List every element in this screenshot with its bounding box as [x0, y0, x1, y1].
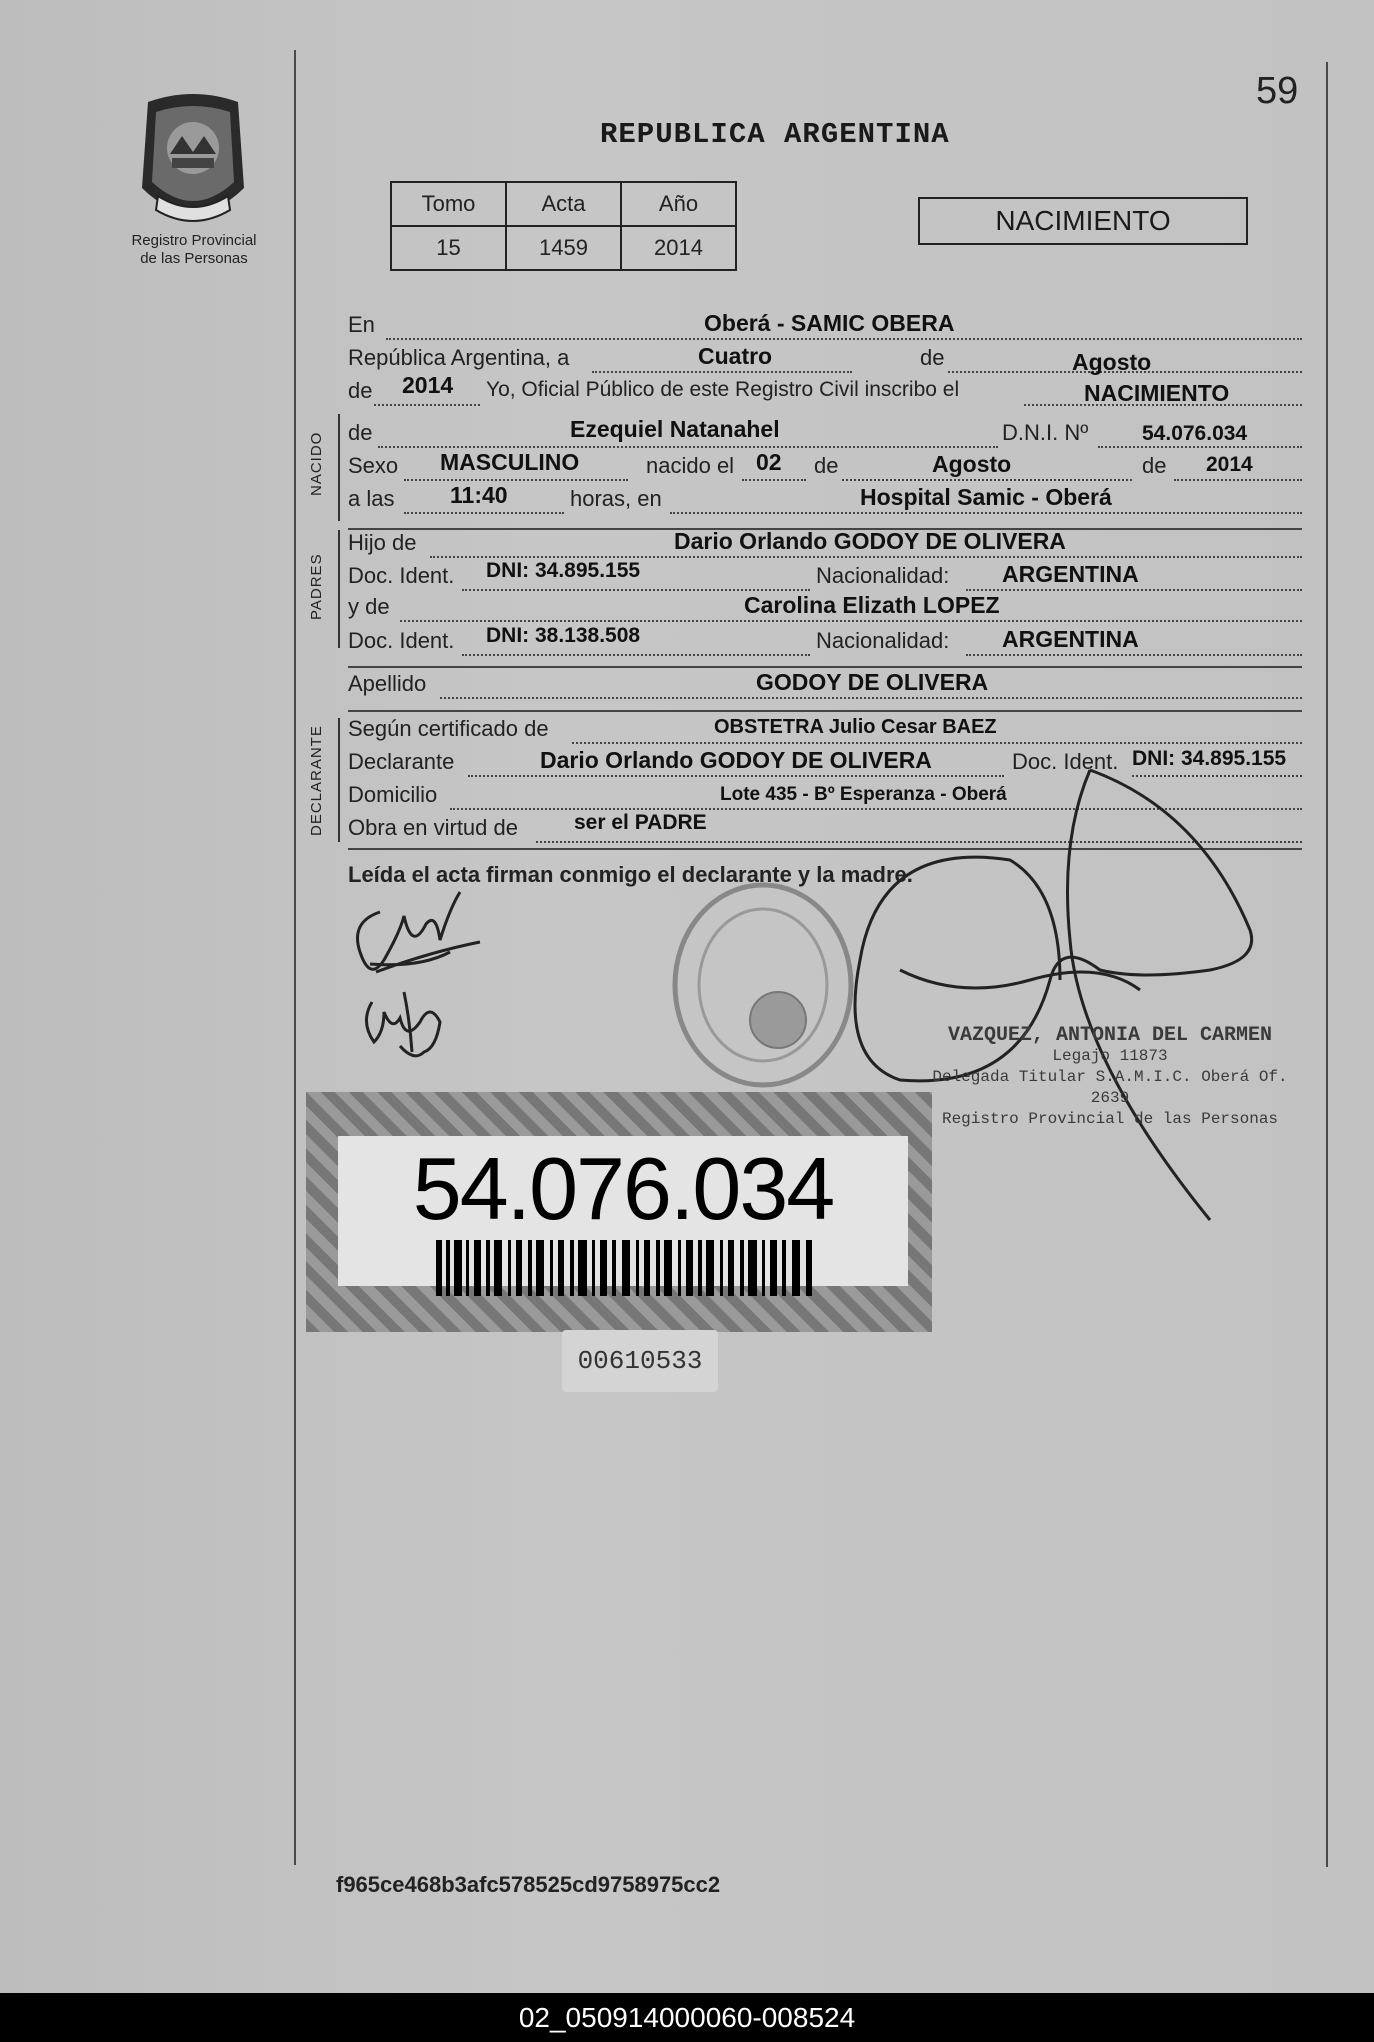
row-year: de 2014 Yo, Oficial Público de este Registro Civil inscribo el NACIMIENTO — [348, 378, 1302, 408]
certificado-value: OBSTETRA Julio Cesar BAEZ — [714, 716, 997, 738]
year-value: 2014 — [402, 372, 454, 398]
row-mother-doc: Doc. Ident. DNI: 38.138.508 Nacionalidad: ARGENTINA — [348, 628, 1302, 658]
registry-stamp — [668, 880, 858, 1090]
child-name-value: Ezequiel Natanahel — [570, 416, 780, 442]
serial-number: 00610533 — [562, 1330, 718, 1392]
row-nacido-name: de Ezequiel Natanahel D.N.I. Nº 54.076.034 — [348, 420, 1302, 450]
birth-year-value: 2014 — [1206, 453, 1253, 476]
mother-doc-value: DNI: 38.138.508 — [486, 624, 641, 647]
birth-month-value: Agosto — [932, 451, 1012, 477]
row-sexo: Sexo MASCULINO nacido el 02 de Agosto de 2014 — [348, 453, 1302, 483]
official-role: Delegada Titular S.A.M.I.C. Oberá Of. 2639 — [932, 1068, 1288, 1107]
nacido-section-label: NACIDO — [308, 431, 325, 496]
declarante-doc-value: DNI: 34.895.155 — [1132, 747, 1287, 770]
row-certificado: Según certificado de OBSTETRA Julio Cesar BAEZ — [348, 716, 1302, 746]
row-en: En Oberá - SAMIC OBERA — [348, 312, 1302, 342]
padres-section-label: PADRES — [308, 553, 325, 620]
official-name: VAZQUEZ, ANTONIA DEL CARMEN — [947, 1024, 1273, 1047]
acta-header: Acta — [506, 182, 621, 226]
anio-value: 2014 — [621, 226, 736, 270]
record-type-box: NACIMIENTO — [918, 197, 1248, 245]
barcode-bars — [436, 1240, 816, 1296]
left-margin-line — [294, 50, 296, 1865]
closing-statement: Leída el acta firman conmigo el declarante y la madre. — [348, 862, 913, 887]
father-name-value: Dario Orlando GODOY DE OLIVERA — [674, 528, 1066, 554]
mother-nationality-value: ARGENTINA — [1002, 626, 1139, 652]
place-value: Oberá - SAMIC OBERA — [704, 310, 955, 336]
acta-value: 1459 — [506, 226, 621, 270]
declarante-signature — [340, 872, 500, 1072]
footer-filename: 02_050914000060-008524 — [0, 1993, 1374, 2042]
official-seal-text — [930, 1025, 1290, 1130]
birth-place-value: Hospital Samic - Oberá — [860, 484, 1112, 510]
mother-name-value: Carolina Elizath LOPEZ — [744, 592, 1000, 618]
apellido-value: GODOY DE OLIVERA — [756, 669, 989, 695]
barcode-label — [306, 1092, 932, 1332]
declarante-section-label: DECLARANTE — [308, 725, 325, 836]
day-value: Cuatro — [698, 343, 773, 369]
misiones-coat-of-arms-logo — [132, 92, 254, 226]
inscribed-value: NACIMIENTO — [1084, 380, 1230, 406]
row-domicilio: Domicilio Lote 435 - Bº Esperanza - Oberá — [348, 782, 1302, 812]
birth-day-value: 02 — [756, 449, 782, 475]
official-office: Registro Provincial de las Personas — [941, 1110, 1279, 1128]
month-value: Agosto — [1072, 349, 1152, 375]
document-title: REPUBLICA ARGENTINA — [600, 118, 950, 151]
child-dni-value: 54.076.034 — [1142, 422, 1248, 445]
page-number: 59 — [1256, 70, 1299, 112]
row-ymadre: y de Carolina Elizath LOPEZ — [348, 594, 1302, 624]
barcode-number: 54.076.034 — [412, 1139, 834, 1238]
right-margin-line — [1326, 62, 1328, 1867]
row-obra: Obra en virtud de ser el PADRE — [348, 815, 1302, 845]
row-apellido: Apellido GODOY DE OLIVERA — [348, 671, 1302, 701]
tomo-header: Tomo — [391, 182, 506, 226]
domicilio-value: Lote 435 - Bº Esperanza - Oberá — [720, 784, 1007, 805]
father-doc-value: DNI: 34.895.155 — [486, 559, 641, 582]
anio-header: Año — [621, 182, 736, 226]
father-nationality-value: ARGENTINA — [1002, 561, 1139, 587]
birth-time-value: 11:40 — [450, 482, 508, 508]
row-hora: a las 11:40 horas, en Hospital Samic - Oberá — [348, 486, 1302, 516]
row-republica: República Argentina, a Cuatro de Agosto — [348, 345, 1302, 375]
document-hash: f965ce468b3afc578525cd9758975cc2 — [336, 1872, 721, 1897]
obra-value: ser el PADRE — [574, 811, 707, 834]
row-father-doc: Doc. Ident. DNI: 34.895.155 Nacionalidad: ARGENTINA — [348, 563, 1302, 593]
logo-caption: Registro Provincial de las Personas — [131, 232, 257, 267]
official-legajo: Legajo 11873 — [1052, 1047, 1168, 1065]
row-declarante: Declarante Dario Orlando GODOY DE OLIVERA Doc. Ident. DNI: 34.895.155 — [348, 749, 1302, 779]
row-hijo: Hijo de Dario Orlando GODOY DE OLIVERA — [348, 530, 1302, 560]
registry-table — [390, 181, 737, 271]
declarante-name-value: Dario Orlando GODOY DE OLIVERA — [540, 747, 932, 773]
tomo-value: 15 — [391, 226, 506, 270]
sexo-value: MASCULINO — [440, 449, 580, 475]
